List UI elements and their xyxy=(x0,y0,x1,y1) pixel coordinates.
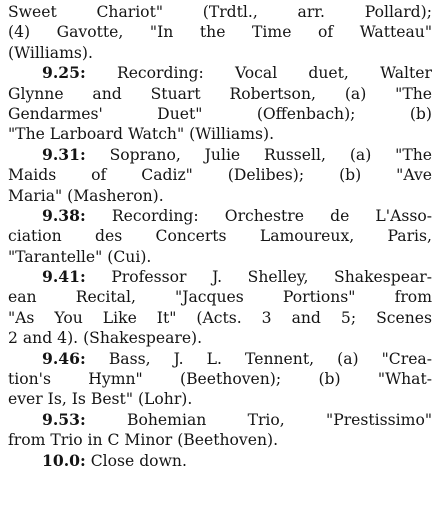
programme-line xyxy=(8,287,432,307)
programme-time: 9.46: xyxy=(42,348,86,368)
programme-text: "Tarantelle" (Cui). xyxy=(8,247,152,266)
programme-item-item-925 xyxy=(8,63,432,145)
programme-item-continuation xyxy=(8,2,432,63)
programme-time: 9.53: xyxy=(42,409,86,429)
programme-line xyxy=(8,63,432,83)
programme-line xyxy=(8,410,432,430)
programme-line xyxy=(8,104,432,124)
programme-line xyxy=(8,186,432,206)
programme-line xyxy=(8,43,432,63)
programme-text: (Williams). xyxy=(8,43,93,62)
programme-text: Sweet Chariot" (Trdtl., arr. Pollard); xyxy=(8,3,432,21)
programme-text: ean Recital, "Jacques Portions" from xyxy=(8,288,432,307)
programme-item-item-953 xyxy=(8,410,432,451)
programme-item-item-941 xyxy=(8,267,432,349)
programme-time: 9.38: xyxy=(42,205,86,225)
programme-line xyxy=(8,430,432,450)
programme-text: Close down. xyxy=(85,451,187,470)
programme-text: "As You Like It" (Acts. 3 and 5; Scenes xyxy=(8,308,432,327)
programme-text: Bohemian Trio, "Prestissimo" xyxy=(85,410,432,429)
programme-text: tion's Hymn" (Beethoven); (b) "What- xyxy=(8,370,432,389)
programme-item-item-100 xyxy=(8,451,432,471)
programme-line xyxy=(8,389,432,409)
programme-line xyxy=(8,84,432,104)
programme-text: ever Is, Is Best" (Lohr). xyxy=(8,390,193,409)
programme-text: Gendarmes' Duet" (Offenbach); (b) xyxy=(8,104,432,123)
programme-time: 10.0: xyxy=(42,450,86,470)
programme-text: Recording: Vocal duet, Walter xyxy=(85,64,432,83)
programme-line xyxy=(8,165,432,185)
programme-line xyxy=(8,267,432,287)
programme-line xyxy=(8,247,432,267)
programme-text: "The Larboard Watch" (Williams). xyxy=(8,125,275,144)
programme-line xyxy=(8,369,432,389)
programme-line xyxy=(8,308,432,328)
programme-line xyxy=(8,451,432,471)
programme-item-item-938 xyxy=(8,206,432,267)
programme-line xyxy=(8,206,432,226)
programme-text: (4) Gavotte, "In the Time of Watteau" xyxy=(8,23,432,42)
programme-line xyxy=(8,124,432,144)
programme-text: from Trio in C Minor (Beethoven). xyxy=(8,431,279,450)
programme-time: 9.25: xyxy=(42,63,86,83)
programme-text: Glynne and Stuart Robertson, (a) "The xyxy=(8,84,432,103)
programme-text: Soprano, Julie Russell, (a) "The xyxy=(85,145,432,164)
programme-time: 9.31: xyxy=(42,144,86,164)
programme-time: 9.41: xyxy=(42,267,86,287)
programme-text: Maria" (Masheron). xyxy=(8,186,164,205)
programme-text: Professor J. Shelley, Shakespear- xyxy=(85,268,432,287)
programme-text: Maids of Cadiz" (Delibes); (b) "Ave xyxy=(8,166,432,185)
programme-item-item-931 xyxy=(8,145,432,206)
programme-line xyxy=(8,22,432,42)
programme-line xyxy=(8,349,432,369)
programme-line xyxy=(8,145,432,165)
programme-line xyxy=(8,2,432,22)
programme-text: Bass, J. L. Tennent, (a) "Crea- xyxy=(85,349,432,368)
programme-line xyxy=(8,328,432,348)
programme-item-item-946 xyxy=(8,349,432,410)
programme-text: ciation des Concerts Lamoureux, Paris, xyxy=(8,227,432,246)
programme-text: 2 and 4). (Shakespeare). xyxy=(8,329,203,348)
programme-line xyxy=(8,226,432,246)
programme-text: Recording: Orchestre de L'Asso- xyxy=(85,206,432,225)
